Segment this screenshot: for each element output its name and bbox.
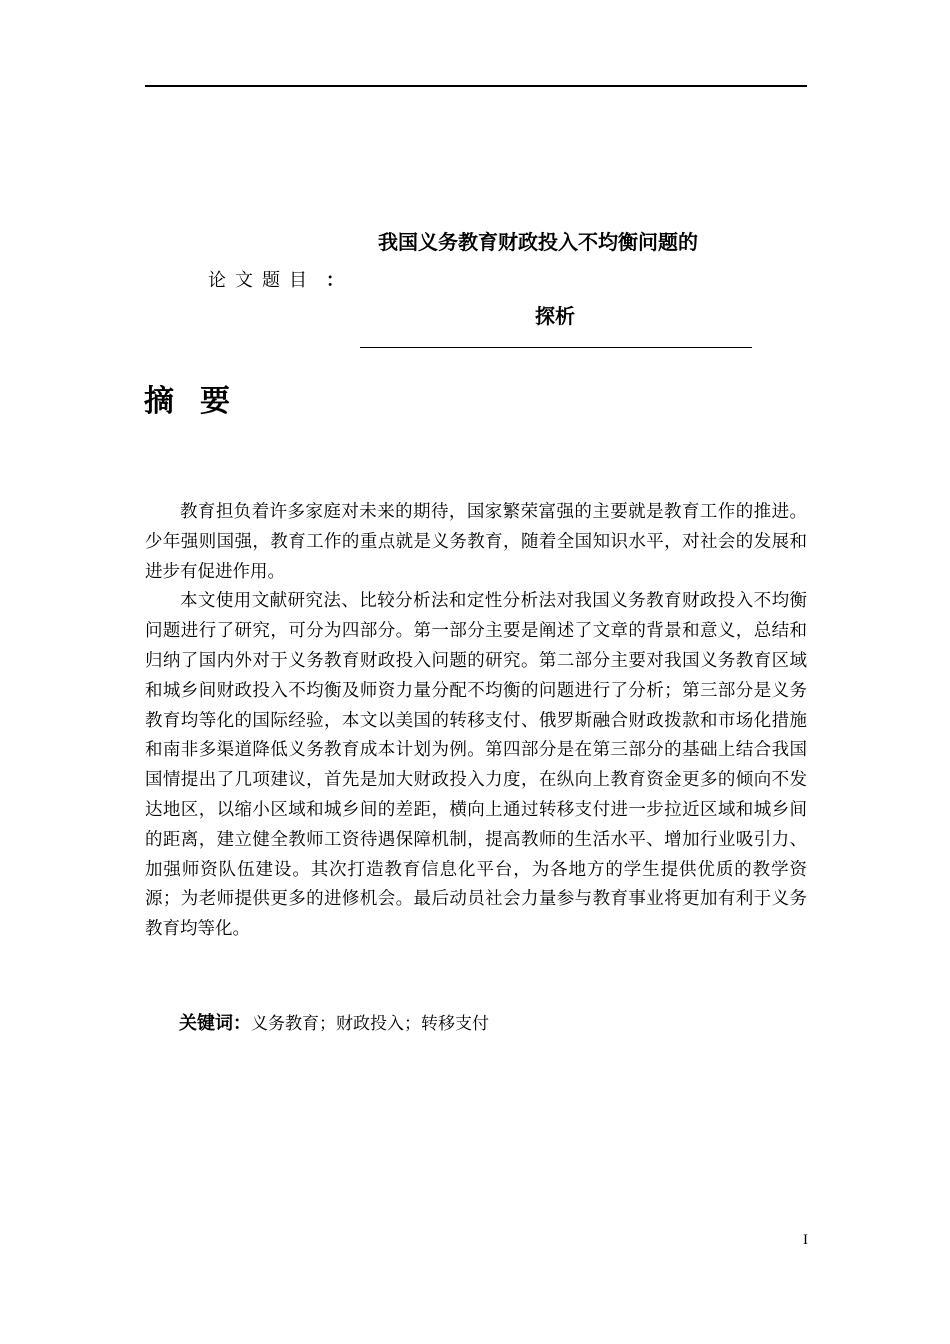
thesis-title-underline [360,347,752,348]
abstract-paragraph: 教育担负着许多家庭对未来的期待，国家繁荣富强的主要就是教育工作的推进。少年强则国强，教育工作的重点就是义务教育，随着全国知识水平，对社会的发展和进步有促进作用。 [145,502,807,582]
thesis-title-line1: 我国义务教育财政投入不均衡问题的 [378,230,698,254]
abstract-body [145,498,807,945]
abstract-heading: 摘要 [144,384,256,419]
keywords-line [179,1010,489,1038]
thesis-title-colon: ： [326,270,344,291]
header-rule [145,85,807,87]
keywords-value: 义务教育；财政投入；转移支付 [251,1014,489,1034]
thesis-title-line2: 探析 [535,304,575,328]
thesis-title-label: 论文题目 [208,270,316,291]
page-number: I [803,1232,808,1248]
keywords-label: 关键词： [179,1013,251,1034]
abstract-paragraph: 本文使用文献研究法、比较分析法和定性分析法对我国义务教育财政投入不均衡问题进行了研究，可分为四部分。第一部分主要是阐述了文章的背景和意义，总结和归纳了国内外对于义务教育财政投入问题的研究。第二部分主要对我国义务教育区域和城乡间财政投入不均衡及师资力量分配不均衡的问题进行了分析；第三部分是义务教育均等化的国际经验，本文以美国的转移支付、俄罗斯融合财政拨款和市场化措施和南非多渠道降低义务教育成本计划为例。第四部分是在第三部分的基础上结合我国国情提出了几项建议，首先是加大财政投入力度，在纵向上教育资金更多的倾向不发达地区，以缩小区域和城乡间的差距，横向上通过转移支付进一步拉近区域和城乡间的距离，建立健全教师工资待遇保障机制，提高教师的生活水平、增加行业吸引力、加强师资队伍建设。其次打造教育信息化平台，为各地方的学生提供优质的教学资源；为老师提供更多的进修机会。最后动员社会力量参与教育事业将更加有利于义务教育均等化。 [145,591,807,940]
